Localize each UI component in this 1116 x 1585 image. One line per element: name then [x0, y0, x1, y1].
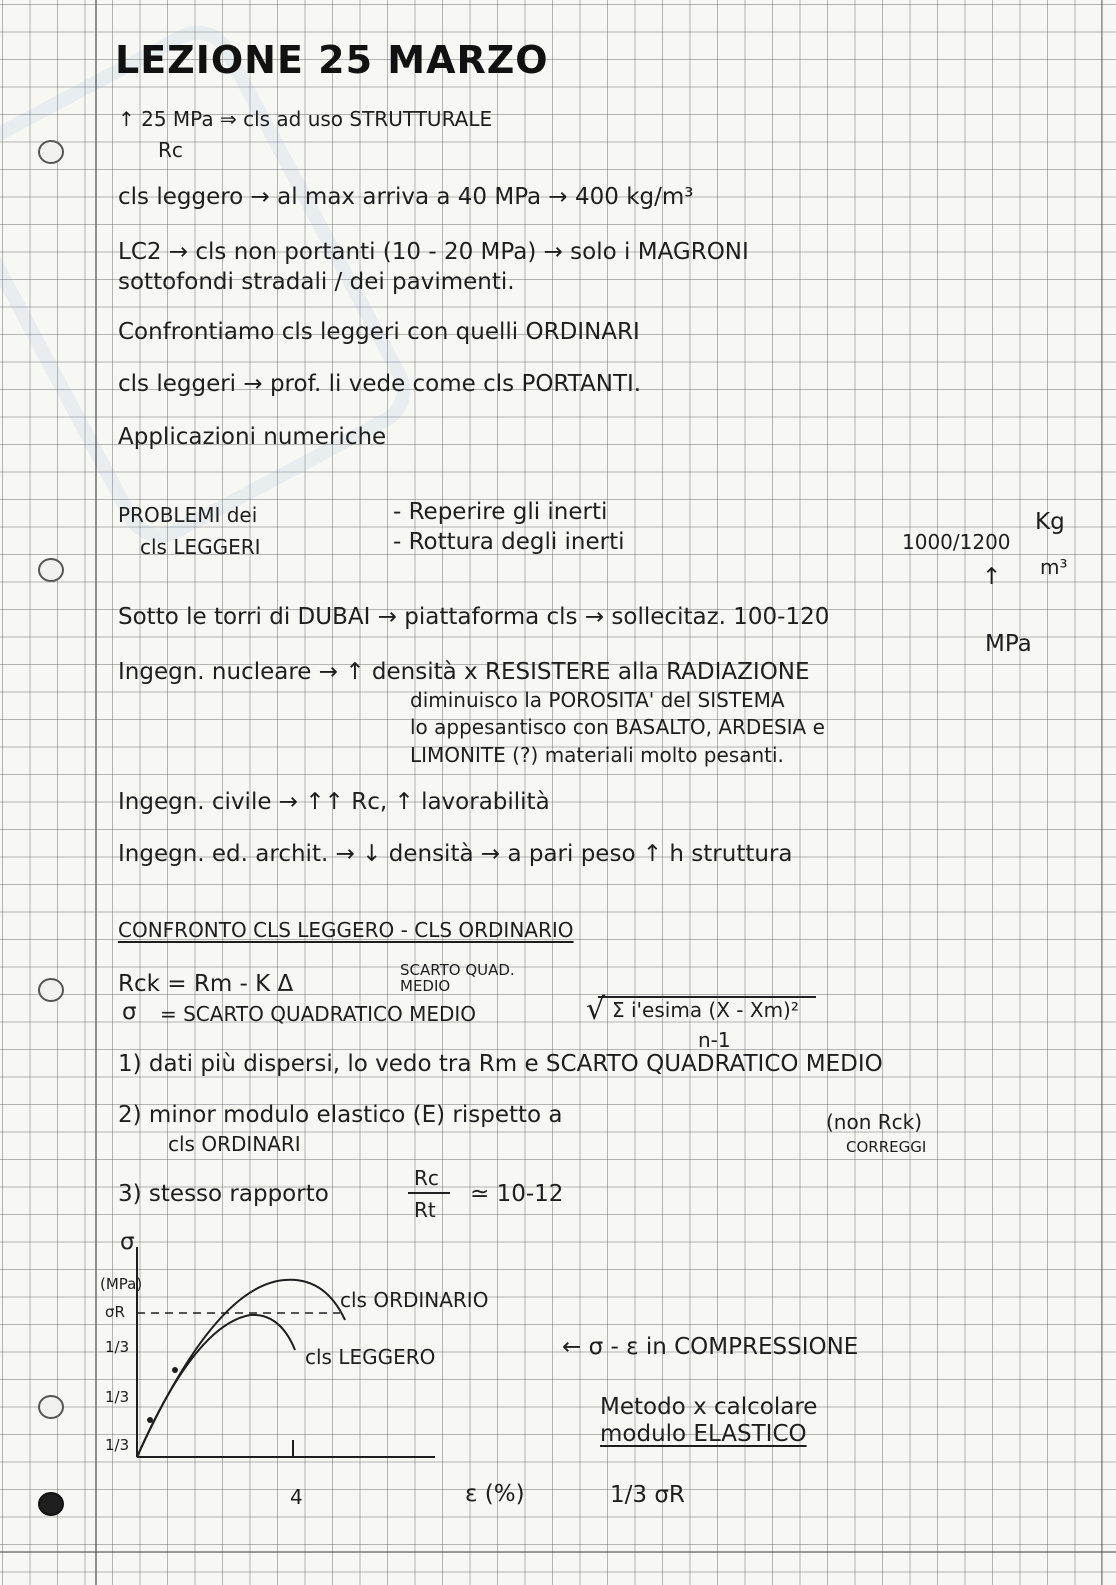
note-line: Sotto le torri di DUBAI → piattaforma cls → sollecitaz. 100-120: [118, 604, 830, 630]
note-line: sottofondi stradali / dei pavimenti.: [118, 269, 515, 295]
curve-point: [172, 1367, 178, 1373]
note-line: MPa: [985, 631, 1032, 657]
fraction-top: Rc: [414, 1166, 439, 1190]
note-line: Applicazioni numeriche: [118, 424, 387, 450]
right-edge-line: [1101, 0, 1102, 1585]
binder-hole: [38, 1395, 64, 1419]
note-line: cls leggeri → prof. li vede come cls PORTANTI.: [118, 371, 642, 397]
fraction-bar: [408, 1192, 450, 1194]
list-item: (non Rck): [826, 1110, 923, 1134]
note-line: diminuisco la POROSITA' del SISTEMA: [410, 688, 785, 712]
chart-y-label: σ: [120, 1229, 135, 1255]
list-item: 2) minor modulo elastico (E) rispetto a: [118, 1102, 563, 1128]
stress-strain-sketch: [95, 1225, 555, 1525]
chart-tick-label: 1/3: [105, 1388, 130, 1406]
chart-x-label: ε (%): [465, 1481, 525, 1507]
note-line: LIMONITE (?) materiali molto pesanti.: [410, 743, 784, 767]
page-title: LEZIONE 25 MARZO: [115, 38, 549, 82]
method-note: modulo ELASTICO: [600, 1421, 807, 1447]
note-line: cls leggero → al max arriva a 40 MPa → 400 kg/m³: [118, 184, 694, 210]
fraction-bottom: Rt: [414, 1198, 436, 1222]
binder-hole: [38, 558, 64, 582]
list-item: CORREGGI: [846, 1138, 927, 1156]
sqrt-sign: √: [586, 992, 606, 1027]
note-line: Ingegn. civile → ↑↑ Rc, ↑ lavorabilità: [118, 789, 550, 815]
note-line: lo appesantisco con BASALTO, ARDESIA e: [410, 715, 825, 739]
note-line: - Rottura degli inerti: [393, 529, 625, 555]
list-item: 1) dati più dispersi, lo vedo tra Rm e SCARTO QUADRATICO MEDIO: [118, 1051, 883, 1077]
chart-series-label: cls LEGGERO: [305, 1345, 436, 1369]
formula-line: = SCARTO QUADRATICO MEDIO: [160, 1002, 477, 1026]
method-note: Metodo x calcolare: [600, 1394, 818, 1420]
chart-x-tick-label: 4: [290, 1485, 303, 1509]
note-line: 1000/1200: [902, 530, 1011, 554]
note-line: Kg: [1035, 509, 1065, 535]
note-line: Ingegn. nucleare → ↑ densità x RESISTERE alla RADIAZIONE: [118, 659, 810, 685]
list-item: ≃ 10-12: [470, 1181, 564, 1207]
curve-leggero: [137, 1315, 295, 1457]
list-item: cls ORDINARI: [168, 1132, 301, 1156]
chart-tick-label: σR: [105, 1303, 125, 1321]
chart-series-label: cls ORDINARIO: [340, 1288, 489, 1312]
note-line: PROBLEMI dei: [118, 503, 258, 527]
list-item: 3) stesso rapporto: [118, 1181, 329, 1207]
note-line: Confrontiamo cls leggeri con quelli ORDINARI: [118, 319, 640, 345]
curve-point: [147, 1417, 153, 1423]
bottom-edge-line: [0, 1551, 1116, 1553]
note-line: cls LEGGERI: [140, 535, 261, 559]
chart-tick-label: 1/3: [105, 1338, 130, 1356]
chart-tick-label: 1/3: [105, 1436, 130, 1454]
formula-line: Σ i'esima (X - Xm)²: [612, 998, 799, 1022]
note-line: Rc: [158, 138, 183, 162]
note-line: - Reperire gli inerti: [393, 499, 608, 525]
formula-line: σ: [122, 999, 137, 1025]
formula-line: n-1: [698, 1028, 731, 1052]
note-line: LC2 → cls non portanti (10 - 20 MPa) → solo i MAGRONI: [118, 239, 749, 265]
note-line: m³: [1040, 555, 1068, 579]
binder-hole-dark: [38, 1492, 64, 1516]
binder-hole: [38, 978, 64, 1002]
note-line: ↑ 25 MPa ⇒ cls ad uso STRUTTURALE: [118, 107, 493, 131]
note-line: ↑: [982, 564, 1002, 590]
chart-y-unit: (MPa): [100, 1275, 143, 1293]
formula-note: SCARTO QUAD. MEDIO: [400, 961, 515, 995]
method-note: 1/3 σR: [610, 1482, 685, 1508]
binder-hole: [38, 140, 64, 164]
chart-note: ← σ - ε in COMPRESSIONE: [562, 1334, 859, 1360]
formula-line: Rck = Rm - K Δ: [118, 971, 294, 997]
note-line: Ingegn. ed. archit. → ↓ densità → a pari peso ↑ h struttura: [118, 841, 793, 867]
section-heading: CONFRONTO CLS LEGGERO - CLS ORDINARIO: [118, 918, 574, 942]
